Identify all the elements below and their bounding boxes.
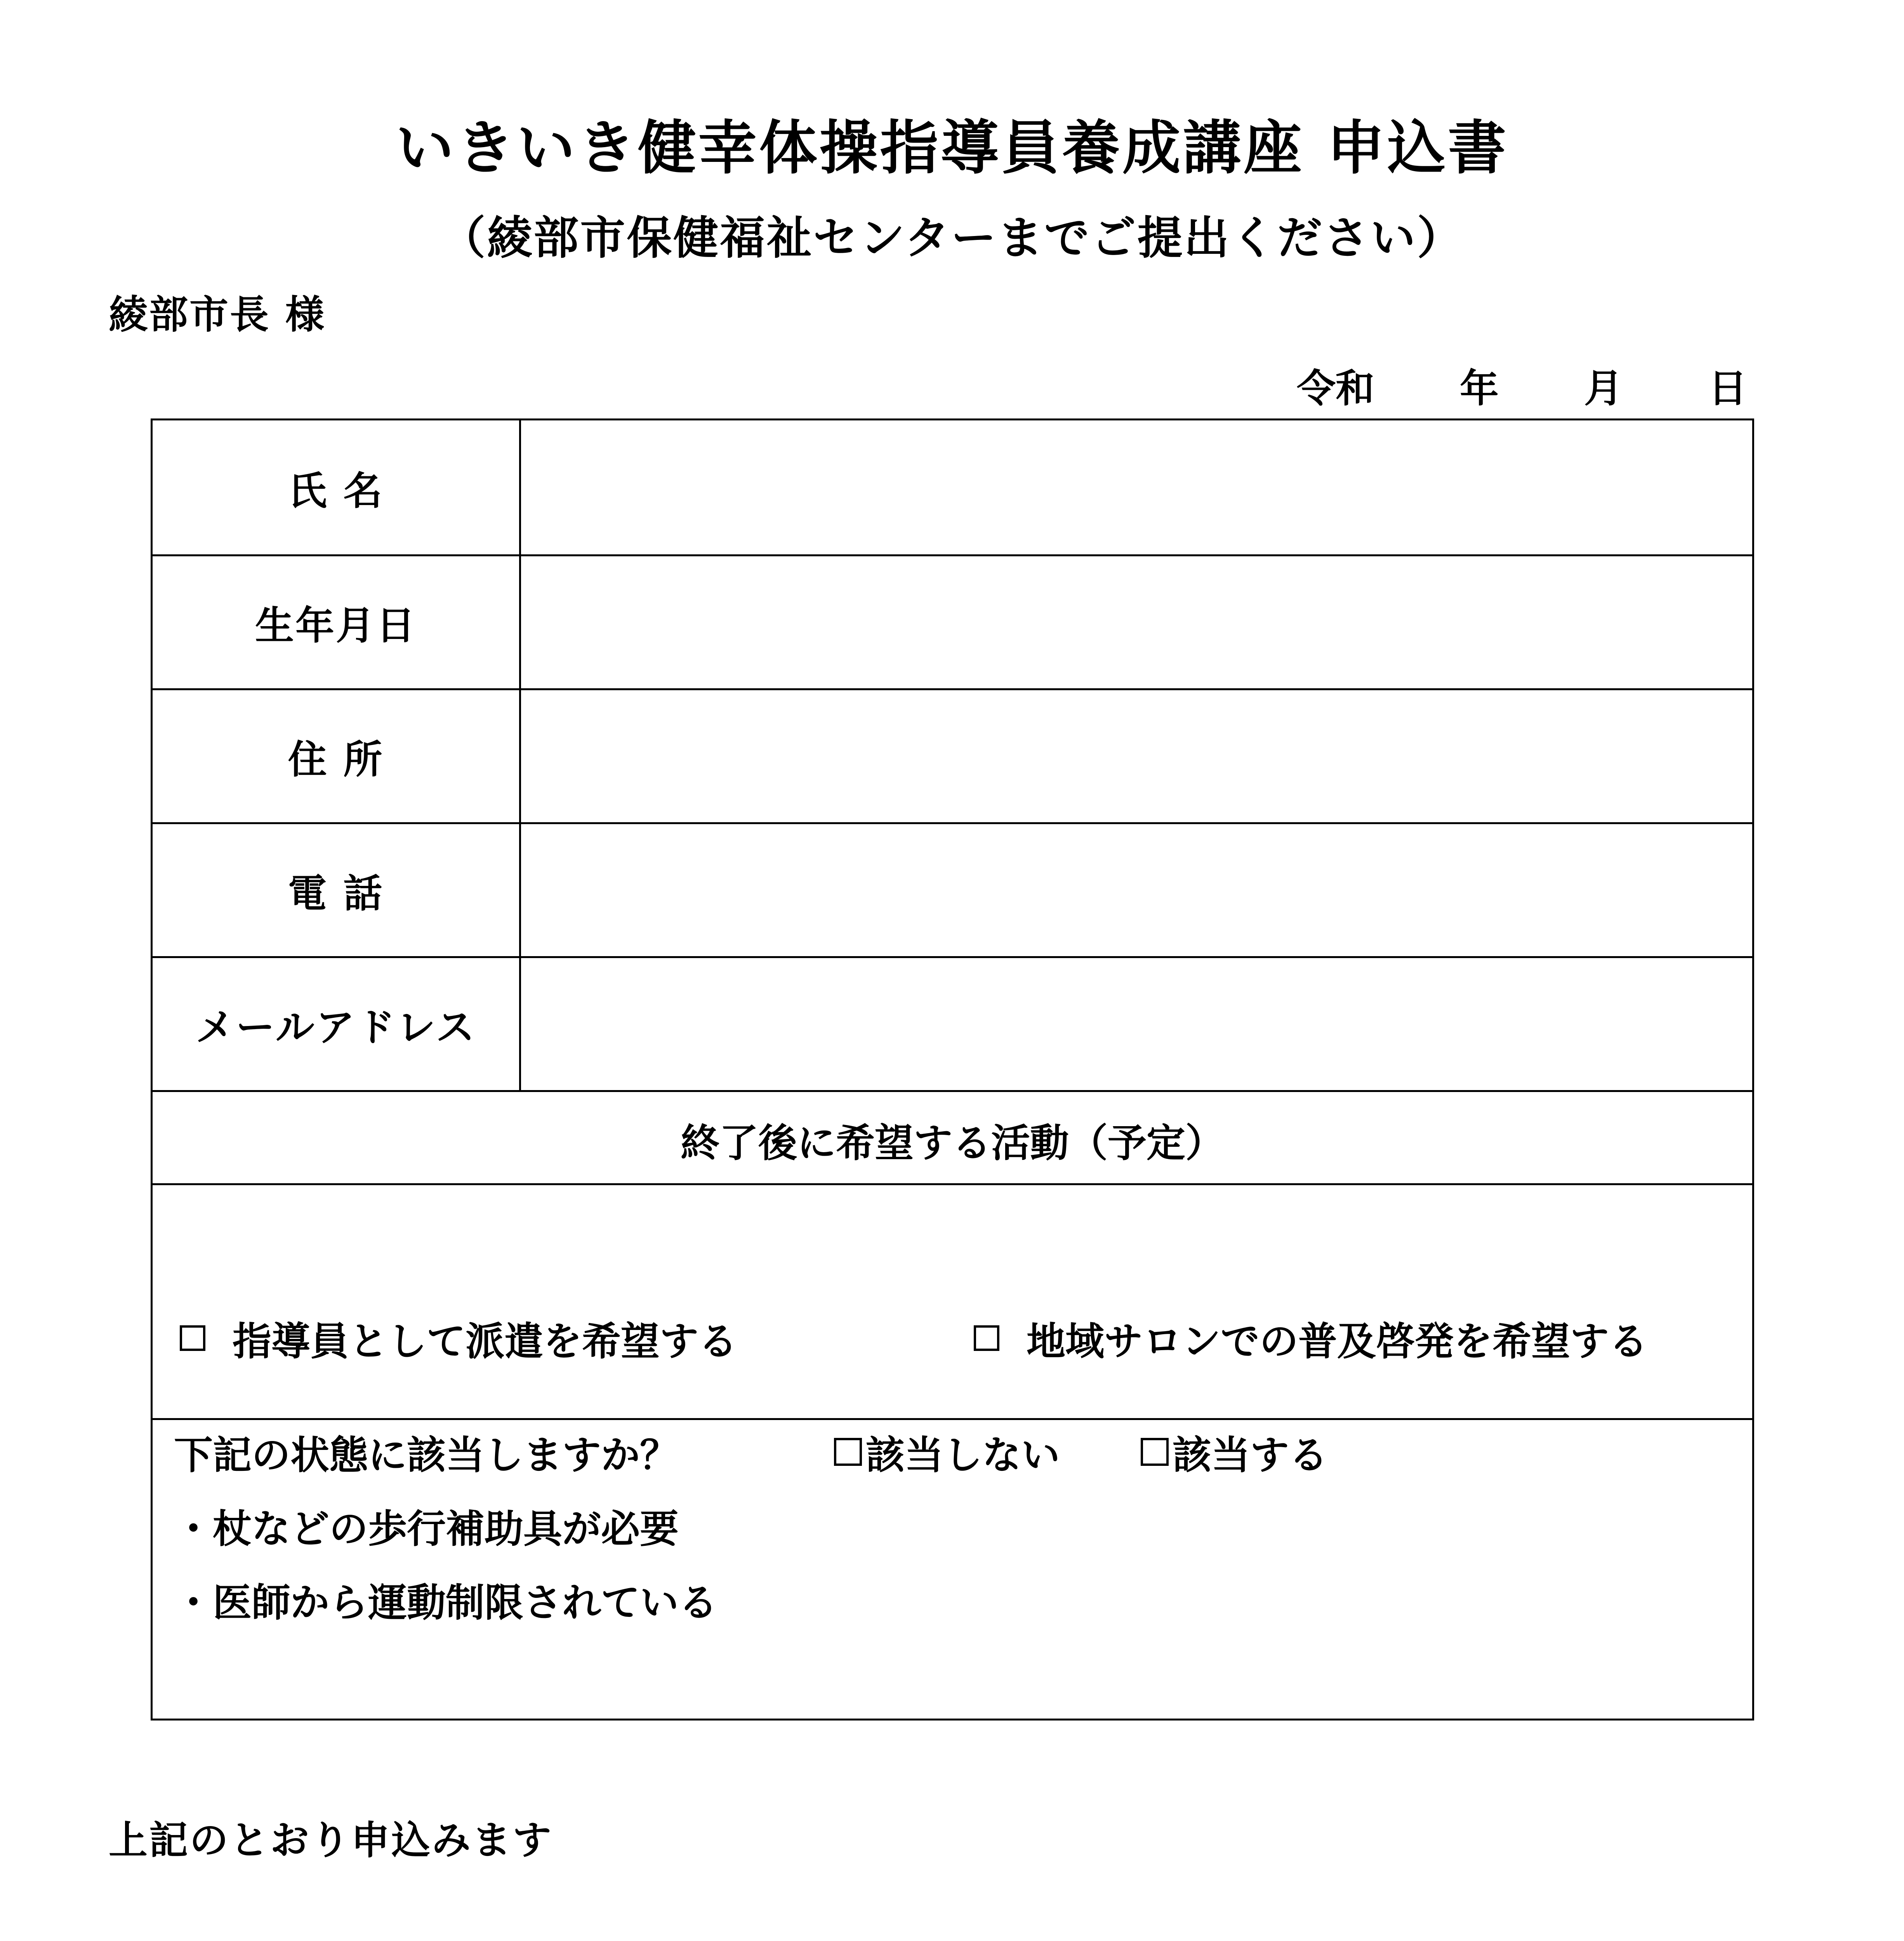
condition-bullet-doctor: ・医師から運動制限されている xyxy=(174,1580,717,1625)
condition-question: 下記の状態に該当しますか？ xyxy=(174,1432,679,1478)
not-applicable-label: 該当しない xyxy=(866,1432,1060,1478)
address-field[interactable] xyxy=(521,690,1752,822)
birthdate-field[interactable] xyxy=(521,556,1752,688)
name-label: 氏 名 xyxy=(288,468,384,514)
date-day-label: 日 xyxy=(1708,366,1747,411)
email-field[interactable] xyxy=(521,958,1752,1090)
date-year-label: 年 xyxy=(1460,366,1499,411)
row-divider xyxy=(153,1418,1752,1420)
salon-option[interactable] xyxy=(974,1310,1648,1366)
email-label: メールアドレス xyxy=(195,1005,476,1050)
address-label: 住 所 xyxy=(288,737,384,782)
applicable-option[interactable] xyxy=(1141,1424,1328,1480)
birthdate-label: 生年月日 xyxy=(255,603,417,648)
closing-statement: 上記のとおり申込みます xyxy=(109,1818,553,1863)
dispatch-option-label: 指導員として派遣を希望する xyxy=(233,1319,737,1364)
dispatch-option[interactable] xyxy=(180,1310,737,1366)
name-field[interactable] xyxy=(521,420,1752,554)
form-subtitle: （綾部市保健福祉センターまでご提出ください） xyxy=(440,212,1464,264)
form-title: いきいき健幸体操指導員養成講座 申込書 xyxy=(395,115,1509,182)
not-applicable-option[interactable] xyxy=(834,1424,1060,1480)
row-divider xyxy=(153,1090,1752,1092)
salon-option-label: 地域サロンでの普及啓発を希望する xyxy=(1027,1319,1648,1364)
checkbox-icon[interactable] xyxy=(180,1325,205,1351)
date-month-label: 月 xyxy=(1584,366,1623,411)
application-form-table xyxy=(151,418,1754,1721)
date-era: 令和 xyxy=(1297,366,1374,411)
checkbox-icon[interactable] xyxy=(834,1438,862,1466)
addressee: 綾部市長 様 xyxy=(109,292,326,337)
activity-header: 終了後に希望する活動（予定） xyxy=(681,1120,1224,1166)
applicable-label: 該当する xyxy=(1173,1432,1328,1478)
condition-bullet-cane: ・杖などの歩行補助具が必要 xyxy=(174,1506,679,1552)
phone-label: 電 話 xyxy=(288,871,384,916)
checkbox-icon[interactable] xyxy=(1141,1438,1169,1466)
checkbox-icon[interactable] xyxy=(974,1325,999,1351)
phone-field[interactable] xyxy=(521,824,1752,956)
